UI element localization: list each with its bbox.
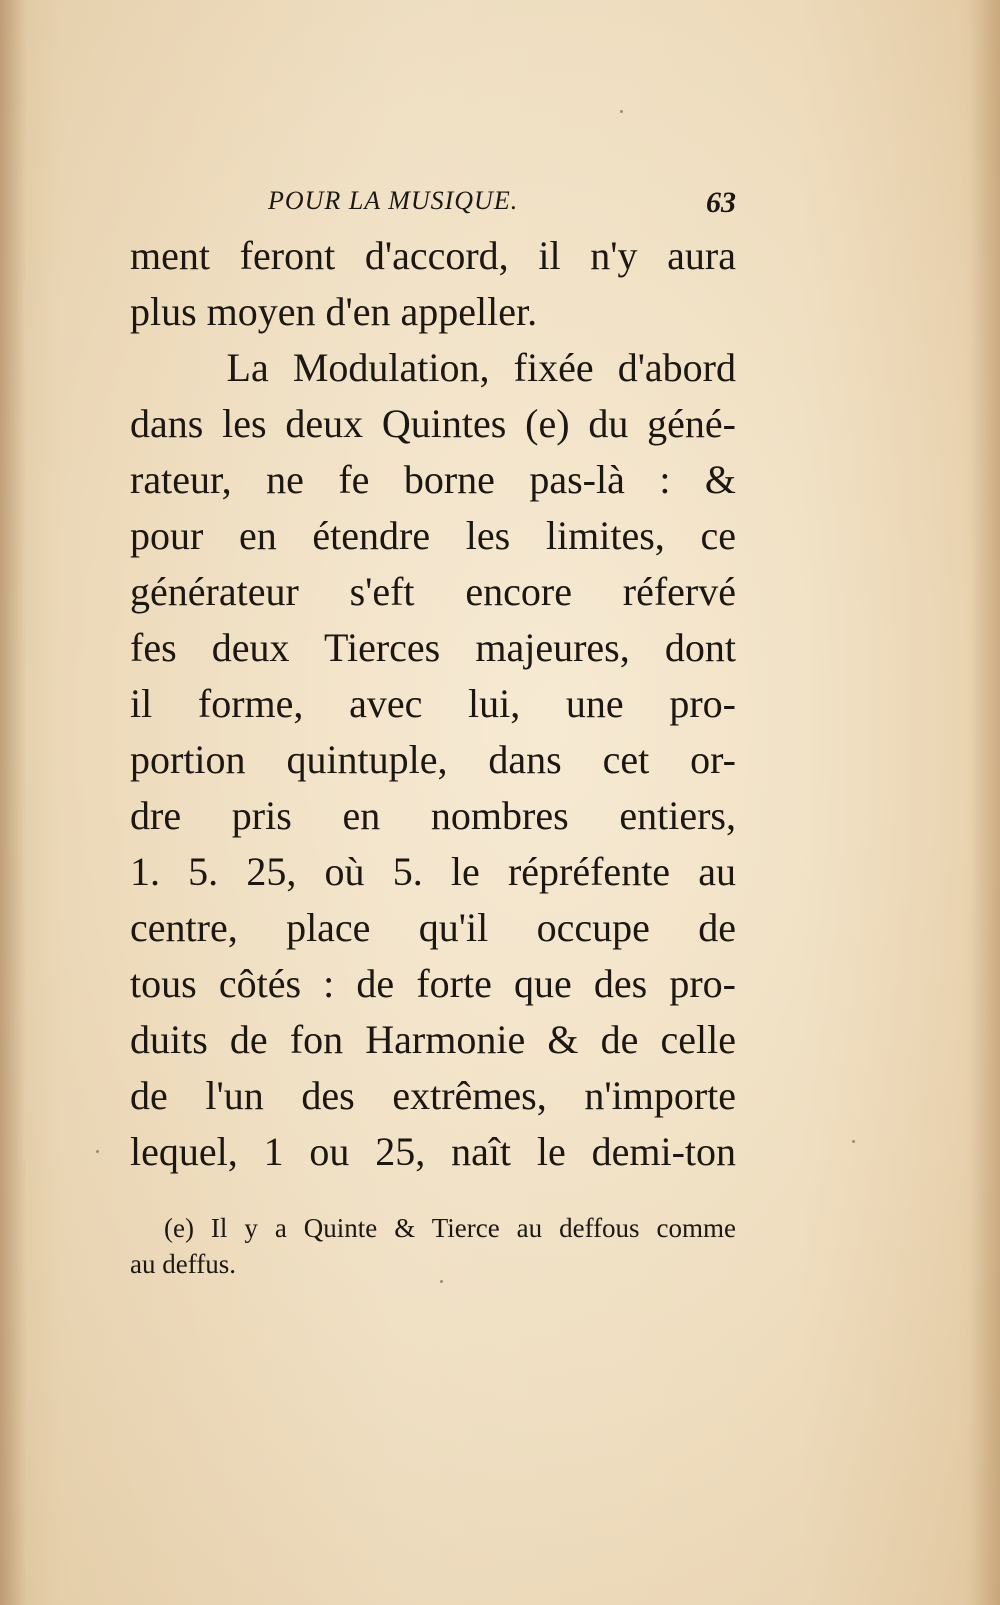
text-line: ment feront d'accord, il n'y aura [130, 233, 736, 278]
footnote-line: au deffus. [130, 1249, 236, 1279]
footnote [130, 1210, 736, 1282]
text-line: de l'un des extrêmes, n'importe [130, 1073, 736, 1118]
text-line: pour en étendre les limites, ce [130, 513, 736, 558]
paper-speck [440, 1280, 443, 1283]
text-line: il forme, avec lui, une pro- [130, 681, 736, 726]
text-line: plus moyen d'en appeller. [130, 289, 538, 334]
text-line: portion quintuple, dans cet or- [130, 737, 736, 782]
text-line: fes deux Tierces majeures, dont [130, 625, 736, 670]
text-line: duits de fon Harmonie & de celle [130, 1017, 736, 1062]
text-line: rateur, ne fe borne pas-là : & [130, 457, 736, 502]
text-line: centre, place qu'il occupe de [130, 905, 736, 950]
text-line: tous côtés : de forte que des pro- [130, 961, 736, 1006]
paper-speck [852, 1140, 855, 1143]
footnote-line: (e) Il y a Quinte & Tierce au deffous comme [164, 1213, 736, 1243]
page-edge-right [970, 0, 1000, 1605]
text-line: générateur s'eft encore réfervé [130, 569, 736, 614]
page-edge-left [0, 0, 26, 1605]
paper-speck [620, 110, 623, 113]
text-line: dans les deux Quintes (e) du géné- [130, 401, 736, 446]
page-number: 63 [706, 186, 736, 219]
text-line: lequel, 1 ou 25, naît le demi-ton [130, 1129, 736, 1174]
page-header [268, 186, 736, 226]
text-line: 1. 5. 25, où 5. le répréfente au [130, 849, 736, 894]
paper-speck [96, 1150, 99, 1153]
running-head: POUR LA MUSIQUE. [268, 186, 519, 215]
body-text [130, 228, 736, 1180]
text-line: dre pris en nombres entiers, [130, 793, 736, 838]
text-line: La Modulation, fixée d'abord [130, 345, 736, 390]
